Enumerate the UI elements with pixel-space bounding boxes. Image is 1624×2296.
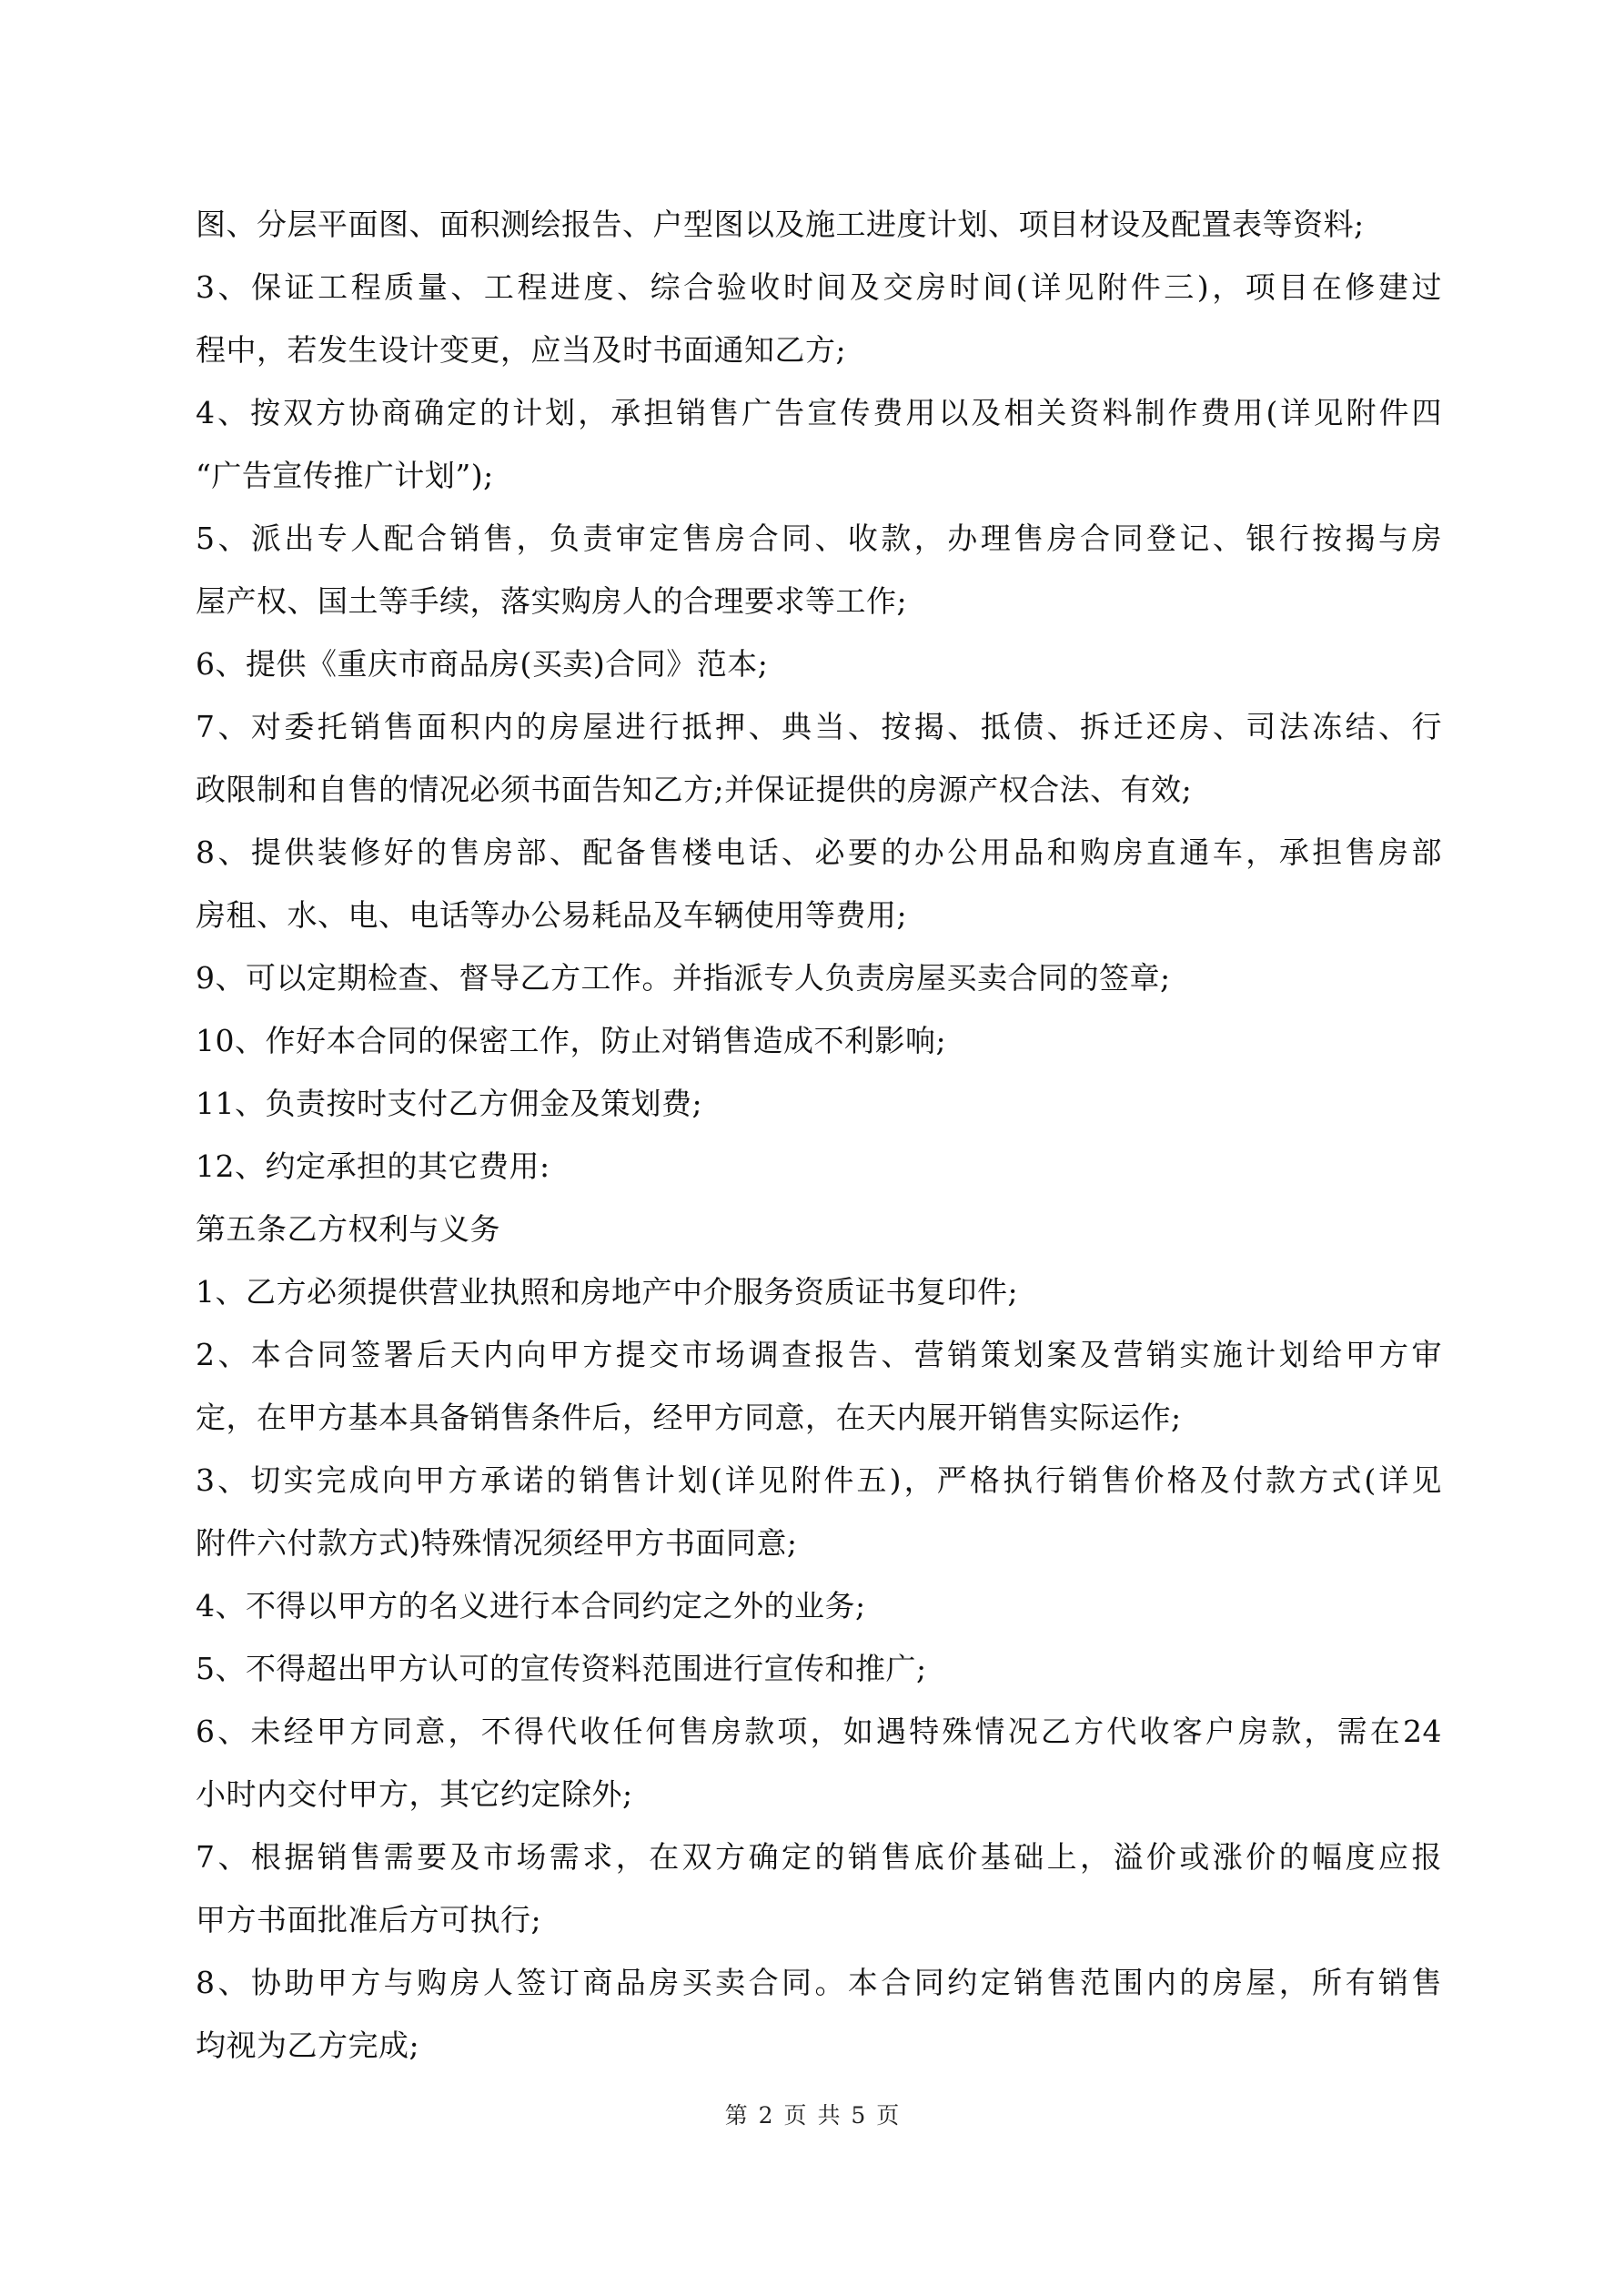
text-line: 附件六付款方式)特殊情况须经甲方书面同意; <box>196 1525 798 1561</box>
text-line: 1、乙方必须提供营业执照和房地产中介服务资质证书复印件; <box>196 1274 1019 1310</box>
text-line: 7、对委托销售面积内的房屋进行抵押、典当、按揭、抵债、拆迁还房、司法冻结、行 <box>196 709 1442 744</box>
text-line: 9、可以定期检查、督导乙方工作。并指派专人负责房屋买卖合同的签章; <box>196 960 1171 996</box>
text-line: 5、不得超出甲方认可的宣传资料范围进行宣传和推广; <box>196 1651 927 1686</box>
text-line: 8、提供装修好的售房部、配备售楼电话、必要的办公用品和购房直通车，承担售房部 <box>196 834 1442 870</box>
text-line: 均视为乙方完成; <box>196 2028 420 2063</box>
text-line: 7、根据销售需要及市场需求，在双方确定的销售底价基础上，溢价或涨价的幅度应报 <box>196 1839 1442 1875</box>
text-line: 2、本合同签署后天内向甲方提交市场调查报告、营销策划案及营销实施计划给甲方审 <box>196 1337 1442 1372</box>
text-line: 第五条乙方权利与义务 <box>196 1211 500 1247</box>
text-line: 小时内交付甲方，其它约定除外; <box>196 1776 633 1812</box>
text-line: 3、切实完成向甲方承诺的销售计划(详见附件五)，严格执行销售价格及付款方式(详见 <box>196 1462 1442 1498</box>
text-line: 12、约定承担的其它费用: <box>196 1148 550 1184</box>
text-line: 4、不得以甲方的名义进行本合同约定之外的业务; <box>196 1588 866 1623</box>
text-line: 3、保证工程质量、工程进度、综合验收时间及交房时间(详见附件三)，项目在修建过 <box>196 269 1442 305</box>
text-line: 房租、水、电、电话等办公易耗品及车辆使用等费用; <box>196 897 908 933</box>
contract-body <box>196 193 1442 2077</box>
text-line: 6、提供《重庆市商品房(买卖)合同》范本; <box>196 646 769 682</box>
text-line: 甲方书面批准后方可执行; <box>196 1902 542 1937</box>
text-line: 5、派出专人配合销售，负责审定售房合同、收款，办理售房合同登记、银行按揭与房 <box>196 521 1442 556</box>
text-line: 图、分层平面图、面积测绘报告、户型图以及施工进度计划、项目材设及配置表等资料; <box>196 207 1365 242</box>
text-line: 8、协助甲方与购房人签订商品房买卖合同。本合同约定销售范围内的房屋，所有销售 <box>196 1965 1442 2000</box>
text-line: 10、作好本合同的保密工作，防止对销售造成不利影响; <box>196 1023 947 1058</box>
text-line: “广告宣传推广计划”); <box>196 458 494 493</box>
text-line: 屋产权、国土等手续，落实购房人的合理要求等工作; <box>196 583 908 619</box>
text-line: 4、按双方协商确定的计划，承担销售广告宣传费用以及相关资料制作费用(详见附件四 <box>196 395 1442 430</box>
text-line: 政限制和自售的情况必须书面告知乙方;并保证提供的房源产权合法、有效; <box>196 772 1193 807</box>
text-line: 6、未经甲方同意，不得代收任何售房款项，如遇特殊情况乙方代收客户房款，需在24 <box>196 1714 1442 1749</box>
text-line: 11、负责按时支付乙方佣金及策划费; <box>196 1086 703 1121</box>
text-line: 程中，若发生设计变更，应当及时书面通知乙方; <box>196 332 847 368</box>
page-number: 第 2 页 共 5 页 <box>724 2102 900 2129</box>
text-line: 定，在甲方基本具备销售条件后，经甲方同意，在天内展开销售实际运作; <box>196 1400 1182 1435</box>
